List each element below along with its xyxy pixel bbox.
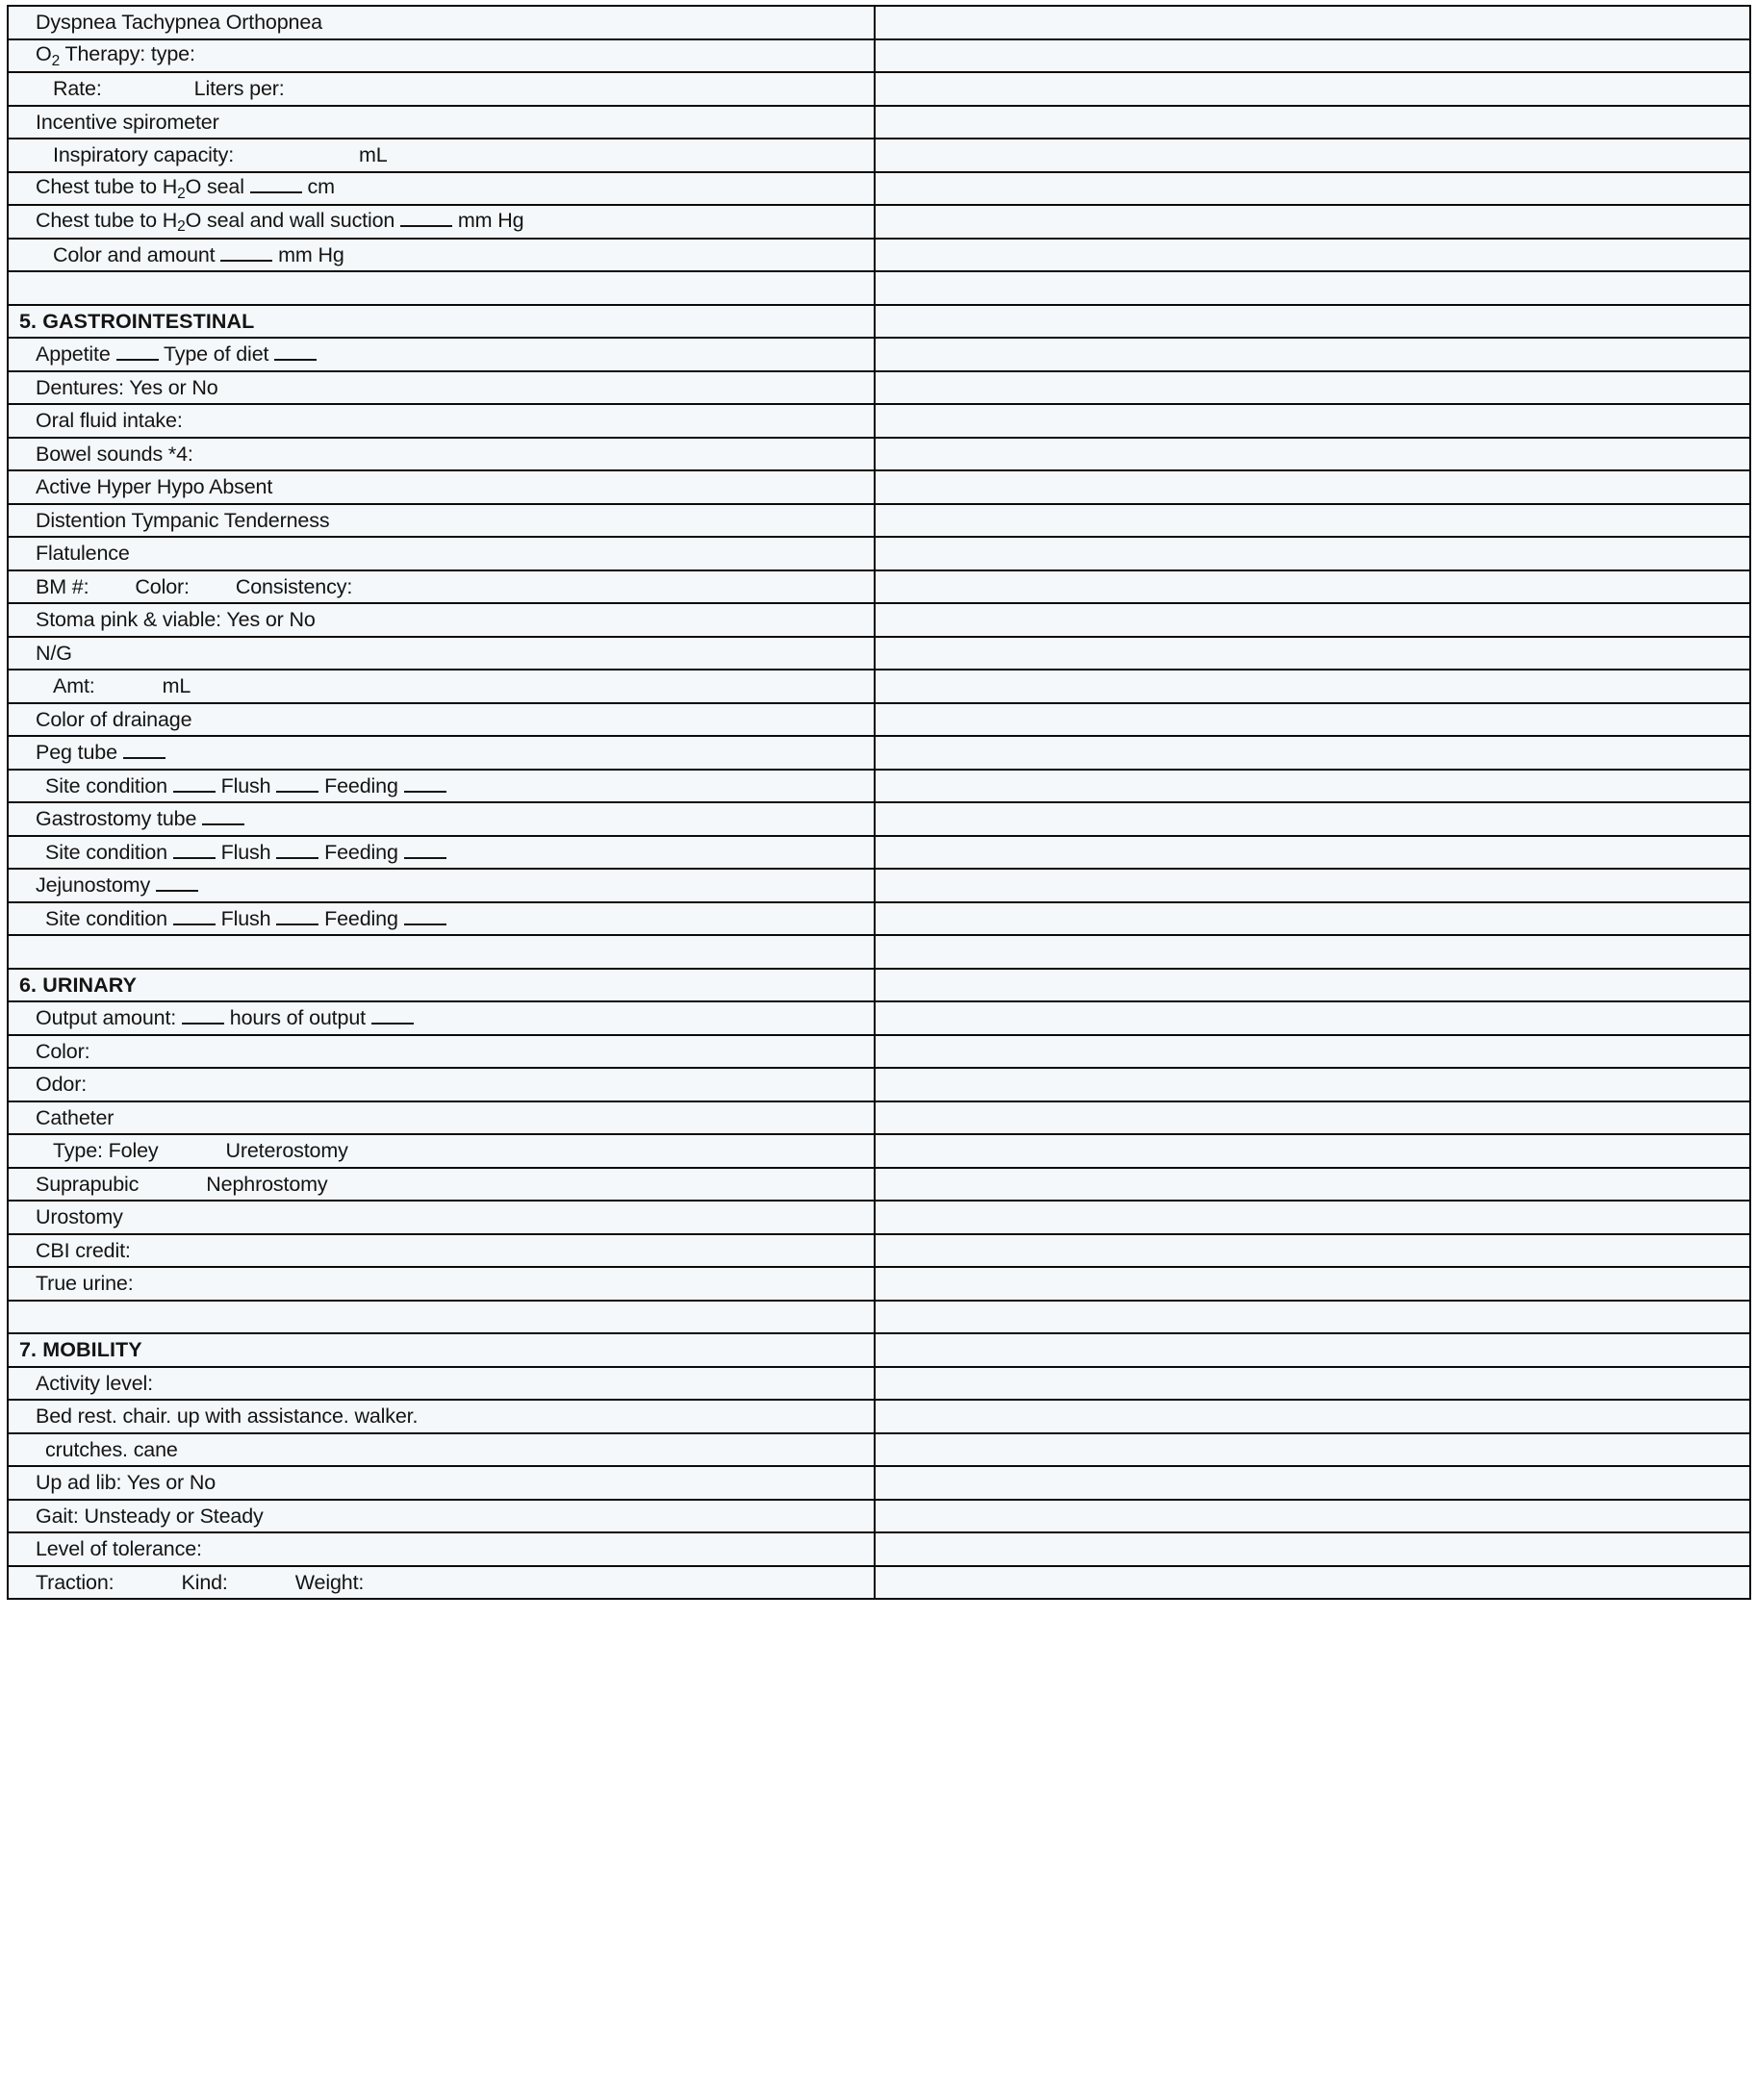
section-header-text: 6. URINARY <box>19 973 138 997</box>
section-header-gastrointestinal <box>8 305 875 339</box>
section-header-mobility <box>8 1333 875 1367</box>
row-label-text: Dyspnea Tachypnea Orthopnea <box>36 11 322 35</box>
row-entry-gastrostomy-tube[interactable] <box>875 802 1750 836</box>
row-entry-spacer-2 <box>875 935 1750 969</box>
table-row <box>8 6 1750 39</box>
fill-blank[interactable] <box>173 841 216 859</box>
section-header-text: 7. MOBILITY <box>19 1338 142 1362</box>
table-row <box>8 1201 1750 1234</box>
section-header-text: 5. GASTROINTESTINAL <box>19 309 255 333</box>
table-row <box>8 1466 1750 1500</box>
fill-blank[interactable] <box>173 774 216 793</box>
row-entry-spacer-1 <box>875 271 1750 305</box>
row-entry-up-ad-lib[interactable] <box>875 1466 1750 1500</box>
row-entry-output-amount[interactable] <box>875 1001 1750 1035</box>
row-entry-section-6[interactable] <box>875 969 1750 1002</box>
row-entry-gastro-site-condition[interactable] <box>875 836 1750 870</box>
table-row <box>8 969 1750 1002</box>
row-entry-peg-tube[interactable] <box>875 736 1750 770</box>
row-label-inspiratory-capacity <box>8 139 875 172</box>
row-label-text: Chest tube to $H_2O$ seal cm <box>36 175 335 202</box>
table-row <box>8 836 1750 870</box>
row-label-text <box>9 274 874 301</box>
row-label-text: Color and amount mm Hg <box>53 242 344 266</box>
table-row <box>8 770 1750 803</box>
row-entry-section-7[interactable] <box>875 1333 1750 1367</box>
row-label-text: Site condition Flush Feeding <box>9 772 874 799</box>
table-row <box>8 869 1750 902</box>
table-row <box>8 1566 1750 1600</box>
row-label-text: Flatulence <box>36 542 130 566</box>
row-label-text: Site condition Flush Feeding <box>9 905 874 932</box>
row-label-text: Color: <box>36 1039 90 1063</box>
section-header-urinary <box>8 969 875 1002</box>
table-row <box>8 139 1750 172</box>
row-label-gait <box>8 1500 875 1533</box>
row-label-text: Chest tube to $H_2O$ seal and wall suction mm Hg <box>36 208 524 236</box>
row-label-text: Odor: <box>36 1073 88 1097</box>
table-row-spacer <box>8 935 1750 969</box>
table-row <box>8 736 1750 770</box>
row-label-suprapubic <box>8 1168 875 1202</box>
row-entry-bed-rest[interactable] <box>875 1400 1750 1433</box>
assessment-form-table <box>7 5 1751 1600</box>
row-label-text: Up ad lib: Yes or No <box>36 1471 216 1495</box>
row-label-text: Gait: Unsteady or Steady <box>36 1504 264 1528</box>
table-row <box>8 338 1750 371</box>
table-row <box>8 1068 1750 1101</box>
fill-blank[interactable] <box>202 807 244 825</box>
row-label-bm <box>8 570 875 604</box>
row-entry-ng-amt[interactable] <box>875 670 1750 703</box>
fill-blank[interactable] <box>116 342 159 361</box>
row-label-oral-fluid-intake <box>8 404 875 438</box>
row-entry-o2-therapy[interactable] <box>875 39 1750 73</box>
row-label-urine-odor <box>8 1068 875 1101</box>
row-label-text <box>9 938 874 965</box>
table-row <box>8 1134 1750 1168</box>
row-entry-spacer-3 <box>875 1301 1750 1334</box>
row-label-ng-amt <box>8 670 875 703</box>
row-entry-suprapubic[interactable] <box>875 1168 1750 1202</box>
row-label-dentures <box>8 371 875 405</box>
table-row <box>8 603 1750 637</box>
row-label-text: Inspiratory capacity: mL <box>53 143 388 167</box>
table-row <box>8 1532 1750 1566</box>
row-label-text: Traction: Kind: Weight: <box>36 1570 365 1594</box>
row-label-crutches-cane <box>8 1433 875 1467</box>
row-entry-urine-odor[interactable] <box>875 1068 1750 1101</box>
row-label-text: Level of tolerance: <box>36 1537 202 1561</box>
row-label-gastro-site-condition <box>8 836 875 870</box>
row-entry-jejunostomy[interactable] <box>875 869 1750 902</box>
row-label-flatulence <box>8 537 875 570</box>
row-label-spacer-3 <box>8 1301 875 1334</box>
row-entry-traction[interactable] <box>875 1566 1750 1600</box>
row-entry-activity-level[interactable] <box>875 1367 1750 1401</box>
row-label-catheter <box>8 1101 875 1135</box>
row-label-bowel-sounds <box>8 438 875 471</box>
row-label-chest-tube-seal <box>8 172 875 206</box>
row-label-text: CBI credit: <box>36 1238 131 1262</box>
row-entry-gait[interactable] <box>875 1500 1750 1533</box>
table-row <box>8 1433 1750 1467</box>
row-label-text: Type: Foley Ureterostomy <box>53 1139 348 1163</box>
row-entry-catheter[interactable] <box>875 1101 1750 1135</box>
row-label-text: Rate: Liters per: <box>53 77 285 101</box>
row-label-text: Bed rest. chair. up with assistance. walker. <box>36 1404 419 1429</box>
table-row <box>8 637 1750 670</box>
fill-blank[interactable] <box>276 774 318 793</box>
table-row <box>8 1500 1750 1533</box>
fill-blank[interactable] <box>400 209 452 227</box>
row-label-urine-color <box>8 1035 875 1069</box>
row-label-catheter-type <box>8 1134 875 1168</box>
row-label-color-amount <box>8 239 875 272</box>
row-label-text: Urostomy <box>36 1205 123 1229</box>
table-row <box>8 1333 1750 1367</box>
table-row-spacer <box>8 271 1750 305</box>
fill-blank[interactable] <box>182 1006 224 1025</box>
row-label-text: Activity level: <box>36 1371 154 1395</box>
row-label-activity-level <box>8 1367 875 1401</box>
row-label-ng <box>8 637 875 670</box>
table-row <box>8 570 1750 604</box>
row-label-true-urine <box>8 1267 875 1301</box>
fill-blank[interactable] <box>404 907 446 925</box>
row-label-traction <box>8 1566 875 1600</box>
table-row <box>8 1101 1750 1135</box>
row-entry-dyspnea[interactable] <box>875 6 1750 39</box>
row-label-bed-rest <box>8 1400 875 1433</box>
row-label-urostomy <box>8 1201 875 1234</box>
table-row <box>8 1168 1750 1202</box>
row-label-incentive-spirometer <box>8 106 875 139</box>
row-label-text: Catheter <box>36 1105 115 1129</box>
fill-blank[interactable] <box>274 342 317 361</box>
table-row <box>8 305 1750 339</box>
row-label-text: Suprapubic Nephrostomy <box>36 1172 328 1196</box>
table-row <box>8 106 1750 139</box>
table-row-spacer <box>8 1301 1750 1334</box>
row-label-text: Dentures: Yes or No <box>36 375 218 399</box>
row-label-color-of-drainage <box>8 703 875 737</box>
table-row <box>8 72 1750 106</box>
fill-blank[interactable] <box>371 1006 414 1025</box>
row-entry-appetite[interactable] <box>875 338 1750 371</box>
row-label-dyspnea <box>8 6 875 39</box>
row-label-chest-tube-suction <box>8 205 875 239</box>
row-entry-oral-fluid-intake[interactable] <box>875 404 1750 438</box>
row-label-text <box>9 1303 874 1330</box>
row-entry-dentures[interactable] <box>875 371 1750 405</box>
row-label-spacer-1 <box>8 271 875 305</box>
row-entry-flatulence[interactable] <box>875 537 1750 570</box>
row-label-gastrostomy-tube <box>8 802 875 836</box>
row-label-bowel-sound-types <box>8 470 875 504</box>
row-label-stoma <box>8 603 875 637</box>
table-row <box>8 1001 1750 1035</box>
row-label-jejuno-site-condition <box>8 902 875 936</box>
row-label-text: Peg tube <box>9 739 874 766</box>
row-entry-jejuno-site-condition[interactable] <box>875 902 1750 936</box>
row-label-text: Appetite Type of diet <box>9 341 874 367</box>
row-entry-bm[interactable] <box>875 570 1750 604</box>
row-entry-bowel-sound-types[interactable] <box>875 470 1750 504</box>
table-row <box>8 504 1750 538</box>
table-row <box>8 1234 1750 1268</box>
row-entry-stoma[interactable] <box>875 603 1750 637</box>
row-label-text: crutches. cane <box>45 1437 178 1461</box>
row-entry-rate-liters[interactable] <box>875 72 1750 106</box>
row-entry-section-5[interactable] <box>875 305 1750 339</box>
row-entry-color-of-drainage[interactable] <box>875 703 1750 737</box>
row-label-o2-therapy <box>8 39 875 73</box>
table-row <box>8 703 1750 737</box>
row-entry-peg-site-condition[interactable] <box>875 770 1750 803</box>
row-entry-cbi-credit[interactable] <box>875 1234 1750 1268</box>
row-entry-urostomy[interactable] <box>875 1201 1750 1234</box>
table-row <box>8 39 1750 73</box>
fill-blank[interactable] <box>123 741 165 759</box>
row-label-text: Incentive spirometer <box>36 110 219 134</box>
row-entry-color-amount[interactable] <box>875 239 1750 272</box>
fill-blank[interactable] <box>404 774 446 793</box>
row-entry-chest-tube-suction[interactable] <box>875 205 1750 239</box>
table-row <box>8 239 1750 272</box>
table-row <box>8 802 1750 836</box>
row-label-text: Color of drainage <box>36 707 192 731</box>
table-row <box>8 172 1750 206</box>
row-entry-true-urine[interactable] <box>875 1267 1750 1301</box>
table-row <box>8 1400 1750 1433</box>
row-entry-inspiratory-capacity[interactable] <box>875 139 1750 172</box>
row-label-peg-tube <box>8 736 875 770</box>
row-label-text: $O_2$ Therapy: type: <box>36 42 195 69</box>
row-label-jejunostomy <box>8 869 875 902</box>
fill-blank[interactable] <box>220 243 272 262</box>
row-label-text: Gastrostomy tube <box>9 805 874 832</box>
table-row <box>8 438 1750 471</box>
table-row <box>8 205 1750 239</box>
row-label-up-ad-lib <box>8 1466 875 1500</box>
table-row <box>8 1035 1750 1069</box>
row-entry-crutches-cane[interactable] <box>875 1433 1750 1467</box>
row-entry-distention[interactable] <box>875 504 1750 538</box>
row-entry-level-of-tolerance[interactable] <box>875 1532 1750 1566</box>
table-row <box>8 537 1750 570</box>
row-entry-catheter-type[interactable] <box>875 1134 1750 1168</box>
fill-blank[interactable] <box>173 907 216 925</box>
row-label-text: N/G <box>36 641 72 665</box>
row-label-spacer-2 <box>8 935 875 969</box>
row-label-text: Jejunostomy <box>9 872 874 898</box>
table-row <box>8 470 1750 504</box>
table-row <box>8 902 1750 936</box>
row-label-text: Distention Tympanic Tenderness <box>36 508 330 532</box>
row-label-text: True urine: <box>36 1272 134 1296</box>
row-label-text: Active Hyper Hypo Absent <box>36 475 273 499</box>
table-row <box>8 670 1750 703</box>
table-row <box>8 1267 1750 1301</box>
row-label-text: Output amount: hours of output <box>9 1004 874 1031</box>
row-entry-urine-color[interactable] <box>875 1035 1750 1069</box>
fill-blank[interactable] <box>156 873 198 892</box>
form-table-body <box>8 6 1750 1599</box>
row-entry-bowel-sounds[interactable] <box>875 438 1750 471</box>
fill-blank[interactable] <box>276 907 318 925</box>
row-entry-incentive-spirometer[interactable] <box>875 106 1750 139</box>
row-label-distention <box>8 504 875 538</box>
row-label-level-of-tolerance <box>8 1532 875 1566</box>
row-label-text: BM #: Color: Consistency: <box>36 574 353 598</box>
table-row <box>8 371 1750 405</box>
row-label-text: Amt: mL <box>53 674 191 698</box>
fill-blank[interactable] <box>276 841 318 859</box>
row-label-peg-site-condition <box>8 770 875 803</box>
row-label-text: Oral fluid intake: <box>36 409 183 433</box>
table-row <box>8 404 1750 438</box>
row-label-output-amount <box>8 1001 875 1035</box>
row-label-appetite <box>8 338 875 371</box>
row-entry-ng[interactable] <box>875 637 1750 670</box>
table-row <box>8 1367 1750 1401</box>
row-label-text: Site condition Flush Feeding <box>9 839 874 866</box>
row-label-text: Stoma pink & viable: Yes or No <box>36 608 316 632</box>
fill-blank[interactable] <box>250 175 302 193</box>
row-label-cbi-credit <box>8 1234 875 1268</box>
fill-blank[interactable] <box>404 841 446 859</box>
row-label-rate-liters <box>8 72 875 106</box>
row-entry-chest-tube-seal[interactable] <box>875 172 1750 206</box>
row-label-text: Bowel sounds *4: <box>36 442 193 466</box>
